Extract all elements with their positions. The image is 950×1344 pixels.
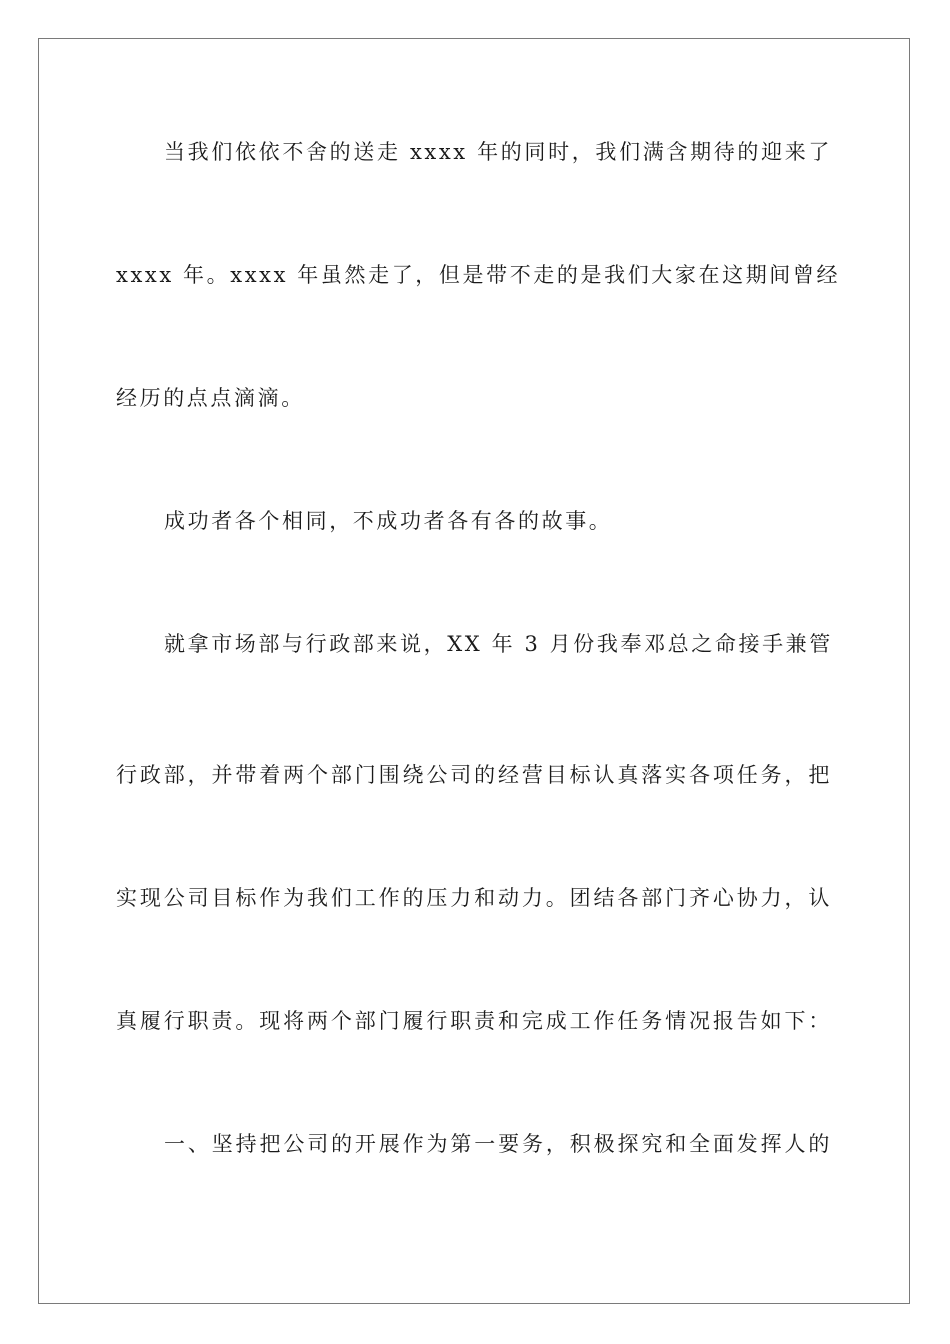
paragraph-1-line-2: xxxx 年。xxxx 年虽然走了，但是带不走的是我们大家在这期间曾经 [116, 263, 841, 287]
paragraph-3-line-4: 真履行职责。现将两个部门履行职责和完成工作任务情况报告如下： [116, 1009, 832, 1033]
page-border [38, 38, 910, 1304]
paragraph-1-line-3: 经历的点点滴滴。 [116, 386, 305, 410]
paragraph-3-line-2: 行政部，并带着两个部门围绕公司的经营目标认真落实各项任务，把 [116, 763, 832, 787]
paragraph-2-line-1: 成功者各个相同，不成功者各有各的故事。 [164, 509, 613, 533]
paragraph-3-line-1: 就拿市场部与行政部来说，XX 年 3 月份我奉邓总之命接手兼管 [164, 632, 833, 656]
section-heading-1: 一、坚持把公司的开展作为第一要务，积极探究和全面发挥人的 [164, 1132, 832, 1156]
paragraph-3-line-3: 实现公司目标作为我们工作的压力和动力。团结各部门齐心协力，认 [116, 886, 832, 910]
paragraph-1-line-1: 当我们依依不舍的送走 xxxx 年的同时，我们满含期待的迎来了 [164, 140, 832, 164]
